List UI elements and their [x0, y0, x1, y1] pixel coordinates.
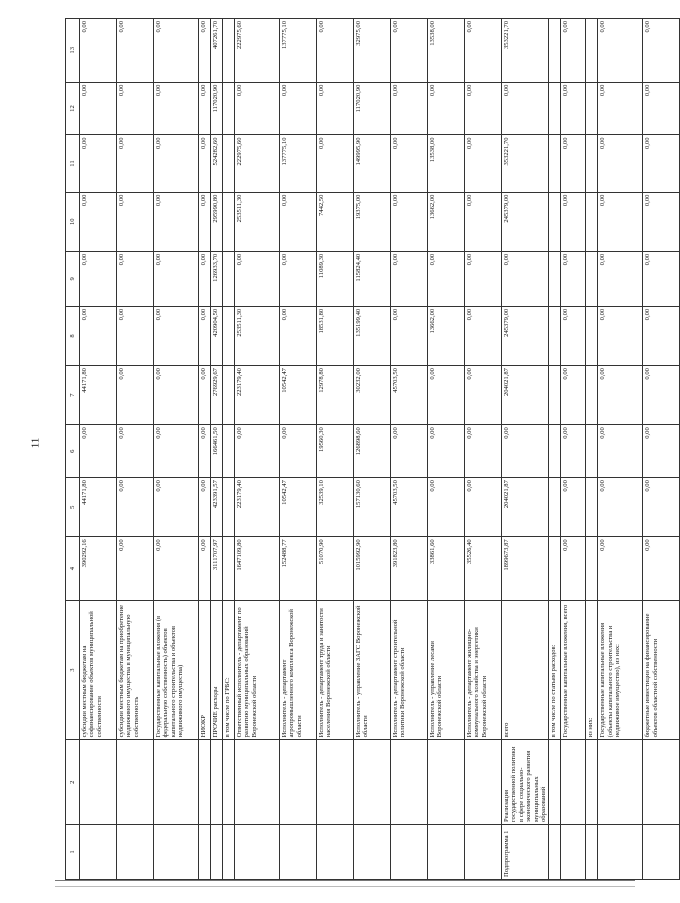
value-cell: 423391,57: [211, 478, 223, 537]
value-cell: 0,00: [643, 478, 680, 537]
value-cell: 0,00: [561, 82, 586, 135]
value-cell: 1015992,90: [354, 537, 391, 600]
value-cell: 19375,00: [354, 192, 391, 251]
program-cell: [199, 825, 211, 880]
table-row: [502, 19, 549, 880]
value-cell: 0,00: [598, 82, 643, 135]
value-cell: 0,00: [428, 478, 465, 537]
column-header: 5: [66, 478, 80, 537]
program-name-cell: [211, 740, 223, 825]
value-cell: [549, 478, 561, 537]
value-cell: 0,00: [598, 478, 643, 537]
program-name-cell: [199, 740, 211, 825]
value-cell: 0,00: [154, 82, 199, 135]
value-cell: [549, 306, 561, 365]
value-cell: 0,00: [502, 82, 549, 135]
value-cell: 0,00: [199, 19, 211, 83]
program-cell: [280, 825, 317, 880]
column-header: 10: [66, 192, 80, 251]
value-cell: 0,00: [154, 192, 199, 251]
value-cell: [586, 82, 598, 135]
value-cell: 0,00: [561, 537, 586, 600]
column-header: 3: [66, 600, 80, 740]
value-cell: 19560,30: [317, 425, 354, 478]
program-cell: [154, 825, 199, 880]
value-cell: [223, 135, 235, 192]
program-name-cell: [598, 740, 643, 825]
value-cell: 0,00: [117, 366, 154, 425]
value-cell: [549, 19, 561, 83]
table-row: [561, 19, 586, 880]
program-cell: [598, 825, 643, 880]
value-cell: 0,00: [465, 306, 502, 365]
value-cell: 0,00: [235, 425, 280, 478]
value-cell: 45703,50: [391, 478, 428, 537]
value-cell: 115824,40: [354, 251, 391, 306]
value-cell: 3111707,97: [211, 537, 223, 600]
value-cell: 0,00: [391, 19, 428, 83]
value-cell: 0,00: [598, 425, 643, 478]
value-cell: 204021,87: [502, 366, 549, 425]
value-cell: 0,00: [561, 135, 586, 192]
value-cell: 0,00: [561, 192, 586, 251]
value-cell: 0,00: [199, 537, 211, 600]
program-name-cell: [561, 740, 586, 825]
value-cell: 0,00: [561, 425, 586, 478]
value-cell: 0,00: [199, 425, 211, 478]
program-name-cell: [549, 740, 561, 825]
value-cell: 420904,50: [211, 306, 223, 365]
value-cell: 0,00: [80, 251, 117, 306]
value-cell: 10542,47: [280, 366, 317, 425]
value-cell: 0,00: [154, 425, 199, 478]
row-label: субсидии местным бюджетам на приобретение недвижимого имущества в муниципальную собственность: [117, 600, 154, 740]
value-cell: 353221,70: [502, 135, 549, 192]
program-cell: [643, 825, 680, 880]
value-cell: 0,00: [154, 19, 199, 83]
value-cell: 51070,90: [317, 537, 354, 600]
value-cell: [549, 192, 561, 251]
value-cell: 0,00: [391, 425, 428, 478]
row-label: Исполнитель - управление ЗАГС Воронежской области: [354, 600, 391, 740]
row-label: в том числе по статьям расходов:: [549, 600, 561, 740]
program-name-cell: [223, 740, 235, 825]
program-cell: [117, 825, 154, 880]
value-cell: [223, 192, 235, 251]
table-row: [117, 19, 154, 880]
value-cell: 0,00: [643, 251, 680, 306]
column-header: 9: [66, 251, 80, 306]
value-cell: [549, 135, 561, 192]
value-cell: 0,00: [561, 251, 586, 306]
value-cell: 0,00: [598, 537, 643, 600]
value-cell: 253511,30: [235, 306, 280, 365]
value-cell: 0,00: [154, 537, 199, 600]
value-cell: 0,00: [428, 366, 465, 425]
column-header: 12: [66, 82, 80, 135]
value-cell: [223, 425, 235, 478]
value-cell: 0,00: [280, 82, 317, 135]
value-cell: 0,00: [199, 366, 211, 425]
value-cell: [586, 478, 598, 537]
value-cell: 30232,00: [354, 366, 391, 425]
value-cell: [586, 537, 598, 600]
value-cell: 33861,60: [428, 537, 465, 600]
value-cell: [586, 19, 598, 83]
value-cell: 0,00: [280, 192, 317, 251]
value-cell: 0,00: [465, 82, 502, 135]
value-cell: 0,00: [154, 306, 199, 365]
value-cell: 0,00: [391, 192, 428, 251]
value-cell: 524282,60: [211, 135, 223, 192]
table-row: [598, 19, 643, 880]
value-cell: 223179,40: [235, 366, 280, 425]
program-name-cell: [80, 740, 117, 825]
program-name-cell: [643, 740, 680, 825]
table-row: [211, 19, 223, 880]
value-cell: 0,00: [317, 135, 354, 192]
value-cell: [586, 251, 598, 306]
row-label: Исполнитель - департамент строительной политики Воронежской области: [391, 600, 428, 740]
row-label: всего: [502, 600, 549, 740]
value-cell: 0,00: [391, 306, 428, 365]
value-cell: 0,00: [643, 306, 680, 365]
table-row: [223, 19, 235, 880]
value-cell: 0,00: [80, 82, 117, 135]
program-cell: [235, 825, 280, 880]
program-name-cell: [354, 740, 391, 825]
value-cell: 0,00: [117, 82, 154, 135]
value-cell: 0,00: [502, 251, 549, 306]
row-label: ПРОЧИЕ расходы: [211, 600, 223, 740]
value-cell: 245379,00: [502, 192, 549, 251]
program-cell: [317, 825, 354, 880]
value-cell: 0,00: [280, 306, 317, 365]
value-cell: 0,00: [465, 425, 502, 478]
value-cell: 35526,40: [465, 537, 502, 600]
table-row: [465, 19, 502, 880]
header-row: [66, 19, 80, 880]
value-cell: 45703,50: [391, 366, 428, 425]
budget-table: [65, 18, 680, 880]
value-cell: 353221,70: [502, 19, 549, 83]
value-cell: 0,00: [465, 366, 502, 425]
program-cell: [223, 825, 235, 880]
row-label: бюджетные инвестиции на финансирование объектов областной собственности: [643, 600, 680, 740]
value-cell: 0,00: [80, 192, 117, 251]
value-cell: 391823,80: [391, 537, 428, 600]
column-header: 4: [66, 537, 80, 600]
value-cell: 390292,16: [80, 537, 117, 600]
program-name-cell: Реализация государственной политики в сфере социально-экономического развития муниципальных образований: [502, 740, 549, 825]
value-cell: [223, 537, 235, 600]
value-cell: 0,00: [561, 478, 586, 537]
value-cell: [223, 366, 235, 425]
value-cell: [586, 192, 598, 251]
value-cell: 0,00: [643, 192, 680, 251]
value-cell: 157130,60: [354, 478, 391, 537]
value-cell: 126933,70: [211, 251, 223, 306]
program-name-cell: [235, 740, 280, 825]
table-row: [317, 19, 354, 880]
value-cell: 0,00: [199, 82, 211, 135]
row-label: Государственные капитальные вложения (объекты капитального строительства и недвижимое имущество), из них:: [598, 600, 643, 740]
value-cell: [549, 82, 561, 135]
value-cell: 18531,80: [317, 306, 354, 365]
value-cell: 295990,80: [211, 192, 223, 251]
value-cell: 0,00: [117, 425, 154, 478]
value-cell: 137775,10: [280, 19, 317, 83]
value-cell: 0,00: [199, 478, 211, 537]
value-cell: 137775,10: [280, 135, 317, 192]
value-cell: [586, 135, 598, 192]
program-cell: [465, 825, 502, 880]
row-label: Ответственный исполнитель - департамент по развитию муниципальных образований Воронежской области: [235, 600, 280, 740]
value-cell: 0,00: [465, 251, 502, 306]
value-cell: 0,00: [235, 251, 280, 306]
page-number: 11: [29, 437, 42, 449]
program-cell: [586, 825, 598, 880]
value-cell: 0,00: [465, 19, 502, 83]
value-cell: 0,00: [117, 537, 154, 600]
value-cell: 0,00: [428, 82, 465, 135]
program-name-cell: [317, 740, 354, 825]
row-label: НИОКР: [199, 600, 211, 740]
value-cell: 0,00: [80, 306, 117, 365]
value-cell: 0,00: [428, 425, 465, 478]
table-row: [80, 19, 117, 880]
row-label: Исполнитель - департамент труда и занятости населения Воронежской области: [317, 600, 354, 740]
value-cell: 0,00: [598, 135, 643, 192]
value-cell: 0,00: [643, 135, 680, 192]
table-row: [643, 19, 680, 880]
value-cell: 0,00: [643, 425, 680, 478]
value-cell: 149995,90: [354, 135, 391, 192]
budget-table-rotated: [65, 18, 659, 880]
value-cell: 0,00: [117, 251, 154, 306]
value-cell: 44171,80: [80, 478, 117, 537]
value-cell: 0,00: [317, 19, 354, 83]
value-cell: 0,00: [643, 19, 680, 83]
table-body: [80, 19, 680, 880]
value-cell: 0,00: [154, 478, 199, 537]
value-cell: 223179,40: [235, 478, 280, 537]
program-name-cell: [428, 740, 465, 825]
value-cell: 253511,30: [235, 192, 280, 251]
value-cell: [549, 425, 561, 478]
value-cell: 0,00: [428, 251, 465, 306]
value-cell: 0,00: [561, 306, 586, 365]
value-cell: 166461,50: [211, 425, 223, 478]
row-label: в том числе по ГРБС:: [223, 600, 235, 740]
program-name-cell: [117, 740, 154, 825]
program-name-cell: [391, 740, 428, 825]
column-header: 11: [66, 135, 80, 192]
value-cell: 0,00: [199, 251, 211, 306]
program-cell: [428, 825, 465, 880]
program-cell: [561, 825, 586, 880]
value-cell: 0,00: [80, 425, 117, 478]
value-cell: 0,00: [643, 366, 680, 425]
column-header: 8: [66, 306, 80, 365]
value-cell: [586, 306, 598, 365]
value-cell: 0,00: [561, 366, 586, 425]
value-cell: 0,00: [117, 19, 154, 83]
footer-line-2: [55, 886, 635, 887]
column-header: 2: [66, 740, 80, 825]
table-row: [354, 19, 391, 880]
column-header: 1: [66, 825, 80, 880]
row-label: Исполнитель - департамент агропромышленного комплекса Воронежской области: [280, 600, 317, 740]
value-cell: 204021,87: [502, 478, 549, 537]
program-cell: [391, 825, 428, 880]
value-cell: [223, 19, 235, 83]
value-cell: 0,00: [199, 306, 211, 365]
value-cell: [586, 366, 598, 425]
value-cell: 0,00: [391, 82, 428, 135]
value-cell: 0,00: [199, 135, 211, 192]
value-cell: 32539,10: [317, 478, 354, 537]
value-cell: 0,00: [117, 135, 154, 192]
value-cell: 117020,90: [354, 82, 391, 135]
row-label: Исполнитель - управление лесами Воронежской области: [428, 600, 465, 740]
value-cell: 0,00: [598, 192, 643, 251]
value-cell: 276929,67: [211, 366, 223, 425]
value-cell: 222975,60: [235, 135, 280, 192]
value-cell: [549, 537, 561, 600]
value-cell: 407261,70: [211, 19, 223, 83]
value-cell: 13538,00: [428, 135, 465, 192]
value-cell: 0,00: [280, 425, 317, 478]
value-cell: [223, 306, 235, 365]
value-cell: 152488,77: [280, 537, 317, 600]
program-cell: [80, 825, 117, 880]
table-row: [549, 19, 561, 880]
value-cell: 12978,80: [317, 366, 354, 425]
value-cell: 0,00: [502, 425, 549, 478]
program-cell: [211, 825, 223, 880]
value-cell: 0,00: [643, 82, 680, 135]
value-cell: 10542,47: [280, 478, 317, 537]
column-header: 13: [66, 19, 80, 83]
value-cell: 0,00: [465, 135, 502, 192]
value-cell: 0,00: [598, 306, 643, 365]
value-cell: 0,00: [154, 251, 199, 306]
row-label: Государственные капитальные вложения (в федеральную собственность) объектов капитального строительства и объектов недвижимого имущества): [154, 600, 199, 740]
value-cell: [586, 425, 598, 478]
value-cell: 7442,50: [317, 192, 354, 251]
column-header: 7: [66, 366, 80, 425]
value-cell: 1647109,80: [235, 537, 280, 600]
value-cell: 117020,90: [211, 82, 223, 135]
table-row: [154, 19, 199, 880]
value-cell: 0,00: [465, 192, 502, 251]
program-name-cell: [154, 740, 199, 825]
value-cell: 0,00: [598, 19, 643, 83]
value-cell: [549, 251, 561, 306]
value-cell: 0,00: [80, 135, 117, 192]
value-cell: 13662,00: [428, 192, 465, 251]
value-cell: 0,00: [598, 251, 643, 306]
value-cell: 13538,00: [428, 19, 465, 83]
row-label: субсидии местным бюджетам на софинансирование объектов муниципальной собственности: [80, 600, 117, 740]
row-label: Исполнитель - департамент жилищно-коммунального хозяйства и энергетики Воронежской области: [465, 600, 502, 740]
table-row: [586, 19, 598, 880]
table-row: [280, 19, 317, 880]
value-cell: 0,00: [80, 19, 117, 83]
value-cell: 32975,00: [354, 19, 391, 83]
program-name-cell: [280, 740, 317, 825]
value-cell: 0,00: [391, 251, 428, 306]
value-cell: 1899673,87: [502, 537, 549, 600]
value-cell: [223, 478, 235, 537]
table-row: [199, 19, 211, 880]
value-cell: 0,00: [235, 82, 280, 135]
table-row: [428, 19, 465, 880]
value-cell: 135199,40: [354, 306, 391, 365]
value-cell: 0,00: [391, 135, 428, 192]
row-label: Государственные капитальные вложения, всего: [561, 600, 586, 740]
value-cell: 0,00: [117, 306, 154, 365]
value-cell: 0,00: [154, 366, 199, 425]
program-cell: Подпрограмма 1: [502, 825, 549, 880]
column-header: 6: [66, 425, 80, 478]
value-cell: [223, 82, 235, 135]
value-cell: 0,00: [154, 135, 199, 192]
program-name-cell: [465, 740, 502, 825]
table-row: [235, 19, 280, 880]
table-row: [391, 19, 428, 880]
value-cell: 0,00: [317, 82, 354, 135]
program-cell: [549, 825, 561, 880]
value-cell: 126898,60: [354, 425, 391, 478]
value-cell: 0,00: [598, 366, 643, 425]
value-cell: 0,00: [117, 192, 154, 251]
program-name-cell: [586, 740, 598, 825]
value-cell: 44171,80: [80, 366, 117, 425]
value-cell: [223, 251, 235, 306]
row-label: из них:: [586, 600, 598, 740]
value-cell: 11089,30: [317, 251, 354, 306]
value-cell: 245379,00: [502, 306, 549, 365]
value-cell: 0,00: [643, 537, 680, 600]
value-cell: 0,00: [465, 478, 502, 537]
value-cell: 0,00: [199, 192, 211, 251]
value-cell: [549, 366, 561, 425]
value-cell: 0,00: [280, 251, 317, 306]
value-cell: 13662,00: [428, 306, 465, 365]
footer-line: [55, 880, 635, 881]
program-cell: [354, 825, 391, 880]
value-cell: 222975,60: [235, 19, 280, 83]
value-cell: 0,00: [561, 19, 586, 83]
value-cell: 0,00: [117, 478, 154, 537]
